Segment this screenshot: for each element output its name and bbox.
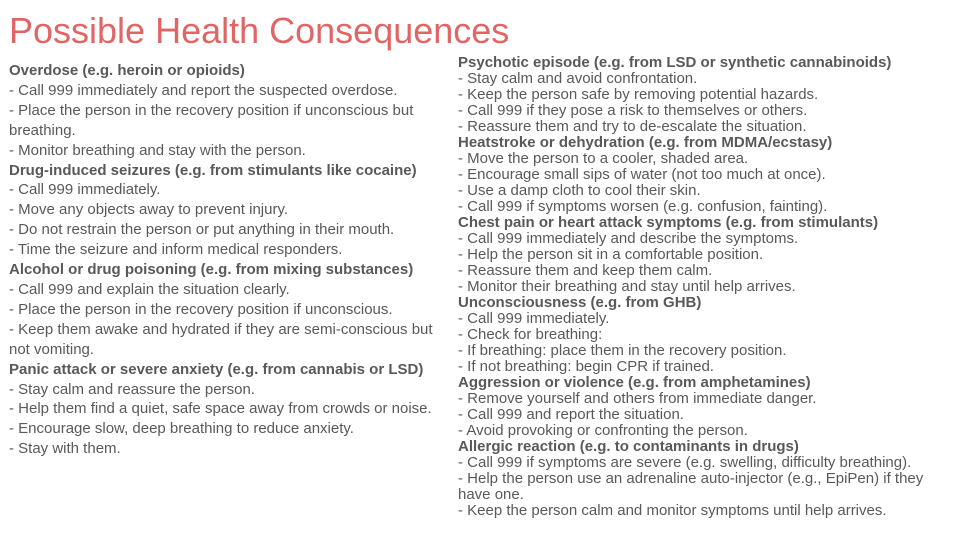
instruction-item: - Stay calm and reassure the person. bbox=[9, 380, 255, 398]
section-title: Overdose (e.g. heroin or opioids) bbox=[9, 62, 245, 79]
left-column bbox=[9, 61, 449, 459]
instruction-item: - Call 999 immediately and report the suspected overdose. bbox=[9, 81, 398, 99]
section-title: Chest pain or heart attack symptoms (e.g. from stimulants) bbox=[458, 214, 879, 231]
instruction-item: - Help them find a quiet, safe space away from crowds or noise. bbox=[9, 400, 432, 418]
section-title: Drug-induced seizures (e.g. from stimulants like cocaine) bbox=[9, 161, 417, 179]
instruction-item: - Call 999 immediately. bbox=[458, 310, 610, 327]
section-title: Unconsciousness (e.g. from GHB) bbox=[458, 294, 702, 311]
instruction-item: - If not breathing: begin CPR if trained. bbox=[458, 358, 714, 375]
section-panic-attack bbox=[9, 360, 449, 460]
section-allergic-reaction bbox=[458, 439, 950, 519]
section-seizures bbox=[9, 161, 449, 261]
instruction-item: - Keep the person calm and monitor symptoms until help arrives. bbox=[458, 502, 887, 519]
section-chest-pain bbox=[458, 215, 950, 295]
instruction-item: - Help the person use an adrenaline auto-injector (e.g., EpiPen) if they have one. bbox=[458, 470, 924, 503]
instruction-item: - Move the person to a cooler, shaded area. bbox=[458, 150, 749, 167]
section-title: Panic attack or severe anxiety (e.g. from cannabis or LSD) bbox=[9, 360, 424, 378]
slide-title: Possible Health Consequences bbox=[9, 10, 510, 51]
section-title: Heatstroke or dehydration (e.g. from MDMA/ecstasy) bbox=[458, 134, 833, 151]
instruction-item: - Place the person in the recovery position if unconscious. bbox=[9, 300, 393, 318]
section-poisoning bbox=[9, 260, 449, 360]
instruction-item: - Keep the person safe by removing potential hazards. bbox=[458, 86, 819, 103]
instruction-item: - Call 999 if symptoms are severe (e.g. swelling, difficulty breathing). bbox=[458, 454, 912, 471]
instruction-item: - Call 999 and explain the situation clearly. bbox=[9, 280, 290, 298]
instruction-item: - Encourage small sips of water (not too much at once). bbox=[458, 166, 826, 183]
section-title: Psychotic episode (e.g. from LSD or synthetic cannabinoids) bbox=[458, 54, 892, 71]
section-overdose bbox=[9, 61, 449, 161]
instruction-item: - Reassure them and keep them calm. bbox=[458, 262, 713, 279]
instruction-item: - Check for breathing: bbox=[458, 326, 603, 343]
instruction-item: - Stay with them. bbox=[9, 440, 121, 458]
section-title: Allergic reaction (e.g. to contaminants in drugs) bbox=[458, 438, 799, 455]
section-title: Aggression or violence (e.g. from amphetamines) bbox=[458, 374, 811, 391]
section-aggression bbox=[458, 375, 950, 439]
instruction-item: - Monitor their breathing and stay until help arrives. bbox=[458, 278, 796, 295]
instruction-item: - Remove yourself and others from immediate danger. bbox=[458, 390, 817, 407]
instruction-item: - Do not restrain the person or put anything in their mouth. bbox=[9, 221, 395, 239]
instruction-item: - Place the person in the recovery position if unconscious but breathing. bbox=[9, 101, 414, 139]
instruction-item: - Stay calm and avoid confrontation. bbox=[458, 70, 698, 87]
section-title: Alcohol or drug poisoning (e.g. from mixing substances) bbox=[9, 261, 414, 279]
section-psychotic-episode bbox=[458, 55, 950, 135]
instruction-item: - If breathing: place them in the recovery position. bbox=[458, 342, 787, 359]
instruction-item: - Keep them awake and hydrated if they are semi-conscious but not vomiting. bbox=[9, 320, 433, 358]
instruction-item: - Monitor breathing and stay with the person. bbox=[9, 141, 306, 159]
instruction-item: - Call 999 if they pose a risk to themselves or others. bbox=[458, 102, 808, 119]
instruction-item: - Call 999 if symptoms worsen (e.g. confusion, fainting). bbox=[458, 198, 828, 215]
instruction-item: - Help the person sit in a comfortable position. bbox=[458, 246, 764, 263]
instruction-item: - Encourage slow, deep breathing to reduce anxiety. bbox=[9, 420, 354, 438]
instruction-item: - Call 999 and report the situation. bbox=[458, 406, 684, 423]
instruction-item: - Call 999 immediately. bbox=[9, 181, 161, 199]
instruction-item: - Reassure them and try to de-escalate the situation. bbox=[458, 118, 807, 135]
instruction-item: - Time the seizure and inform medical responders. bbox=[9, 241, 343, 259]
instruction-item: - Call 999 immediately and describe the symptoms. bbox=[458, 230, 799, 247]
right-column bbox=[458, 55, 950, 519]
instruction-item: - Move any objects away to prevent injury. bbox=[9, 201, 289, 219]
instruction-item: - Use a damp cloth to cool their skin. bbox=[458, 182, 701, 199]
section-heatstroke bbox=[458, 135, 950, 215]
instruction-item: - Avoid provoking or confronting the person. bbox=[458, 422, 748, 439]
section-unconsciousness bbox=[458, 295, 950, 375]
